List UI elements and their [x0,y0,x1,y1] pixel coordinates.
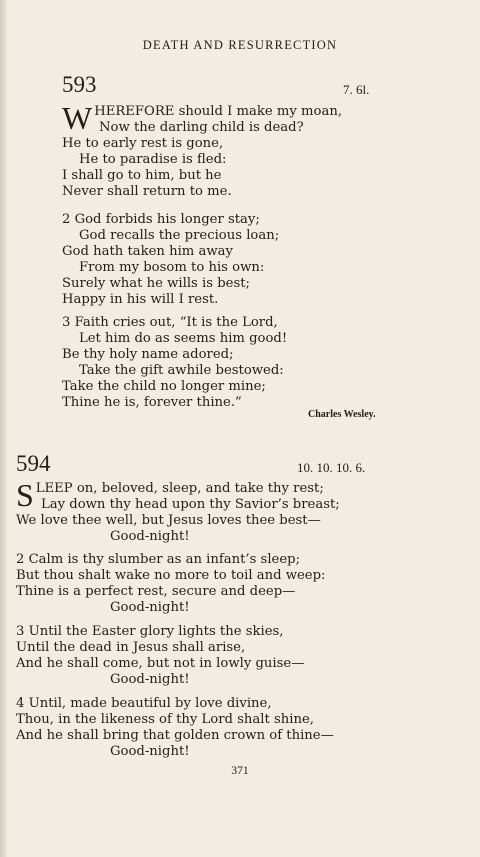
stanza-line: Thine he is, forever thine.” [62,395,242,410]
hymn-number: 593 [62,72,97,97]
hymn-author: Charles Wesley. [308,409,376,420]
stanza-line: Let him do as seems him good! [79,331,288,346]
hymn-meter: 7. 6l. [343,82,370,97]
stanza-line: Now the darling child is dead? [99,120,304,135]
stanza-line: 3 Faith cries out, “It is the Lord, [62,315,278,330]
hymn-number: 594 [16,451,51,476]
stanza-line: God hath taken him away [62,244,233,259]
stanza-line: 3 Until the Easter glory lights the skies, [16,624,284,639]
drop-cap: S [16,477,34,513]
page-binding-edge [0,0,7,857]
stanza-line: And he shall come, but not in lowly guise— [16,656,305,671]
stanza-line: 2 Calm is thy slumber as an infant’s sleep; [16,552,301,567]
stanza-line: Surely what he wills is best; [62,276,250,291]
stanza-line: Take the child no longer mine; [62,379,266,394]
stanza-line: But thou shalt wake no more to toil and weep: [16,568,326,583]
stanza-line: Take the gift awhile bestowed: [79,363,284,378]
stanza-line: Be thy holy name adored; [62,347,234,362]
stanza-3 [62,315,287,411]
stanza-line: God recalls the precious loan; [79,228,280,243]
stanza-line: Never shall return to me. [62,184,232,199]
stanza-line: Good-night! [110,672,190,687]
stanza-line: Good-night! [110,744,190,759]
stanza-line: Good-night! [110,529,190,544]
stanza-1 [16,477,340,545]
stanza-line: Thou, in the likeness of thy Lord shalt shine, [16,712,314,727]
section-header: DEATH AND RESURRECTION [142,38,338,52]
stanza-line: 4 Until, made beautiful by love divine, [16,696,272,711]
stanza-4 [16,696,334,760]
page-number: 371 [231,765,249,777]
stanza-2 [16,552,326,616]
stanza-line: He to early rest is gone, [62,136,224,151]
stanza-first-line: HEREFORE should I make my moan, [94,104,343,119]
stanza-line: He to paradise is fled: [79,152,227,167]
stanza-line: Happy in his will I rest. [62,292,219,307]
stanza-line: Good-night! [110,600,190,615]
stanza-line: And he shall bring that golden crown of thine— [16,728,334,743]
stanza-line: 2 God forbids his longer stay; [62,212,260,227]
stanza-line: Thine is a perfect rest, secure and deep— [16,584,296,599]
stanza-line: From my bosom to his own: [79,260,265,275]
stanza-line: Until the dead in Jesus shall arise, [16,640,246,655]
hymn-meter: 10. 10. 10. 6. [297,460,366,475]
stanza-2 [62,212,279,308]
stanza-line: Lay down thy head upon thy Savior’s breast; [41,497,340,512]
drop-cap: W [62,100,93,136]
stanza-first-line: LEEP on, beloved, sleep, and take thy rest; [35,481,324,496]
stanza-3 [16,624,304,688]
stanza-line: I shall go to him, but he [62,168,222,183]
stanza-1 [62,100,343,200]
stanza-line: We love thee well, but Jesus loves thee best— [16,513,321,528]
